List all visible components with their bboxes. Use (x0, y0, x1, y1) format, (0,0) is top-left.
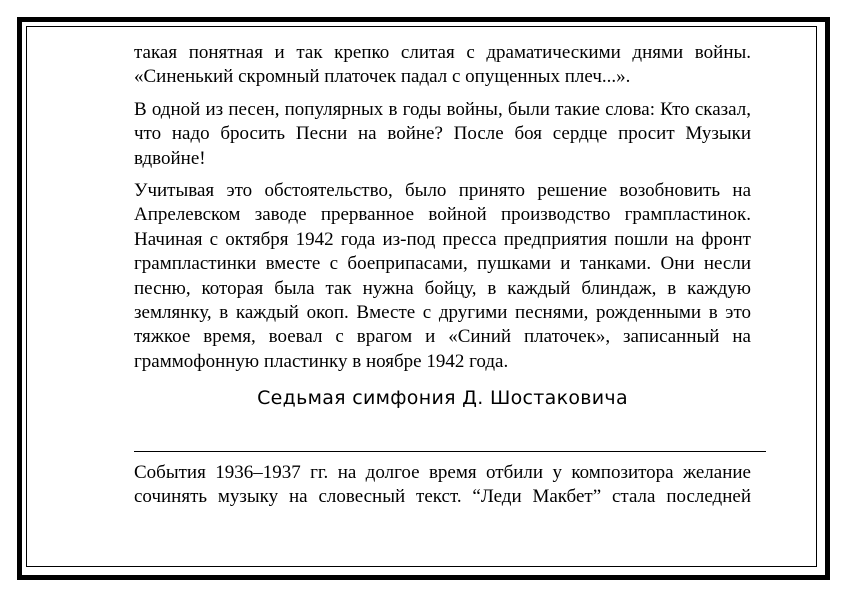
paragraph-3: Учитывая это обстоятельство, было принято решение возобновить на Апрелевском заводе прерванное войной производство грампластинок. Начиная с октября 1942 года из-под пресса предприятия пошли на фронт грампластинки вместе с боеприпасами, пушками и танками. Они несли песню, которая была так нужна бойцу, в каждый блиндаж, в каждую землянку, в каждый окоп. Вместе с другими песнями, рожденными в это тяжкое время, воевал с врагом и «Синий платочек», записанный на граммофонную пластинку в ноябре 1942 года. (134, 180, 751, 372)
section-paragraph: События 1936–1937 гг. на долгое время отбили у композитора желание сочинять музыку на словесный текст. “Леди Макбет” стала последней (134, 462, 751, 508)
section-divider (134, 451, 766, 452)
section-heading: Седьмая симфония Д. Шостаковича (257, 387, 628, 410)
paragraph-1: такая понятная и так крепко слитая с драматическими днями войны. «Синенький скромный платочек падал с опущенных плеч...». (134, 42, 751, 88)
paragraph-2: В одной из песен, популярных в годы войны, были такие слова: Кто сказал, что надо бросить Песни на войне? После боя сердце просит Музыки вдвойне! (134, 98, 751, 169)
main-text-block (134, 41, 751, 411)
